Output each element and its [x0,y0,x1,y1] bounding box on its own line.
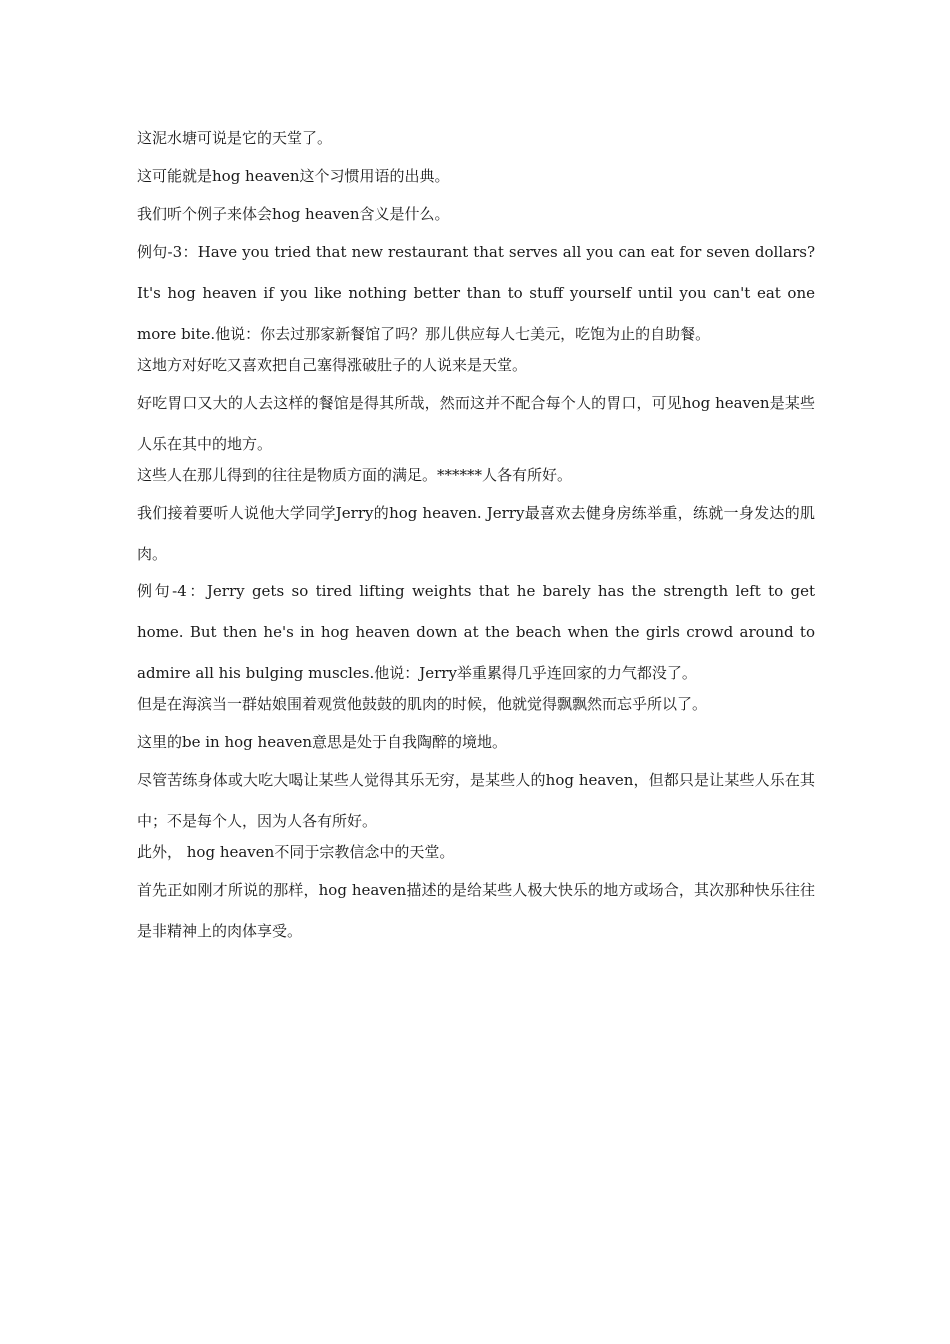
paragraph-11: 这里的be in hog heaven意思是处于自我陶醉的境地。 [137,733,508,751]
document-body [137,124,815,952]
paragraph-5: 这地方对好吃又喜欢把自己塞得涨破肚子的人说来是天堂。 [137,356,528,374]
paragraph-3: 我们听个例子来体会hog heaven含义是什么。 [137,205,450,223]
paragraph-2: 这可能就是hog heaven这个习惯用语的出典。 [137,167,450,185]
paragraph-6: 好吃胃口又大的人去这样的餐馆是得其所哉，然而这并不配合每个人的胃口，可见hog heaven是某些人乐在其中的地方。 [137,394,815,453]
paragraph-14: 首先正如刚才所说的那样，hog heaven描述的是给某些人极大快乐的地方或场合，其次那种快乐往往是非精神上的肉体享受。 [137,881,815,940]
paragraph-8: 我们接着要听人说他大学同学Jerry的hog heaven. Jerry最喜欢去健身房练举重，练就一身发达的肌肉。 [137,504,815,563]
paragraph-example-3: 例句-3：Have you tried that new restaurant that serves all you can eat for seven dollars? It's hog heaven if you like nothing better than to stuff yourself until you can't eat one more bite.他说：你去过那家新餐馆了吗？那儿供应每人七美元，吃饱为止的自助餐。 [137,243,815,343]
paragraph-1: 这泥水塘可说是它的天堂了。 [137,129,333,147]
paragraph-13: 此外， hog heaven不同于宗教信念中的天堂。 [137,843,455,861]
paragraph-7: 这些人在那儿得到的往往是物质方面的满足。******人各有所好。 [137,466,573,484]
paragraph-10: 但是在海滨当一群姑娘围着观赏他鼓鼓的肌肉的时候，他就觉得飘飘然而忘乎所以了。 [137,695,708,713]
paragraph-12: 尽管苦练身体或大吃大喝让某些人觉得其乐无穷，是某些人的hog heaven，但都只是让某些人乐在其中；不是每个人，因为人各有所好。 [137,771,815,830]
paragraph-example-4: 例句-4：Jerry gets so tired lifting weights that he barely has the strength left to get home. But then he's in hog heaven down at the beach when the girls crowd around to admire all his bulging muscles.他说：Jerry举重累得几乎连回家的力气都没了。 [137,582,815,682]
